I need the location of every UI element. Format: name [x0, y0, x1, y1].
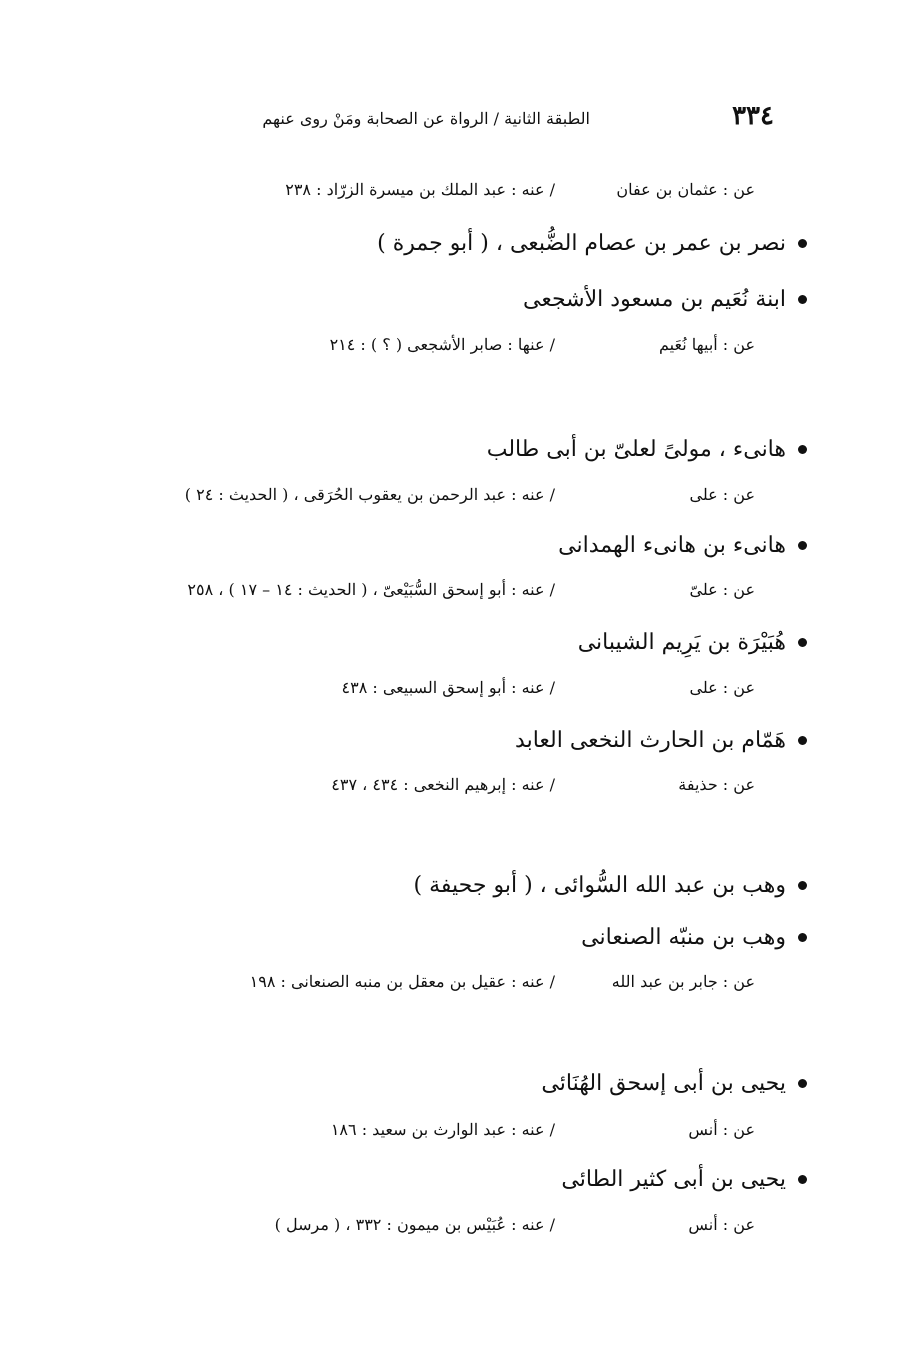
to-text: / عنه : عبد الملك بن ميسرة الزرّاد : ٢٣٨	[285, 180, 555, 199]
narrator-name: هانىء ، مولىً لعلىّ بن أبى طالب	[486, 437, 786, 462]
narrator-entry	[578, 630, 807, 655]
narrator-name: يحيى بن أبى إسحق الهُنَائى	[541, 1071, 786, 1096]
narrator-entry	[377, 231, 807, 256]
from-text: عن : أنس	[688, 1215, 755, 1234]
to-text: / عنه : عبد الوارث بن سعيد : ١٨٦	[330, 1120, 555, 1139]
narrator-entry	[515, 728, 807, 753]
bullet-icon	[798, 736, 807, 745]
narrator-entry	[558, 533, 807, 558]
to-text: / عنه : عبد الرحمن بن يعقوب الحُرَقى ، ( الحديث : ٢٤ )	[184, 485, 555, 504]
bullet-icon	[798, 541, 807, 550]
narrator-entry	[541, 1071, 807, 1096]
narrator-name: وهب بن منبّه الصنعانى	[581, 925, 786, 950]
bullet-icon	[798, 239, 807, 248]
bullet-icon	[798, 933, 807, 942]
to-text: / عنه : عقيل بن معقل بن منبه الصنعانى : ١٩٨	[249, 972, 555, 991]
to-text: / عنها : صابر الأشجعى ( ؟ ) : ٢١٤	[329, 335, 555, 354]
narrator-name: يحيى بن أبى كثير الطائى	[561, 1167, 786, 1192]
bullet-icon	[798, 445, 807, 454]
narrator-entry	[487, 437, 807, 462]
page-number: ٣٣٤	[732, 101, 774, 131]
narrator-entry	[581, 925, 807, 950]
narrator-name: نصر بن عمر بن عصام الضُّبعى ، ( أبو جمرة )	[377, 231, 786, 256]
from-text: عن : على	[689, 678, 755, 697]
bullet-icon	[798, 295, 807, 304]
to-text: / عنه : أبو إسحق السُّبَيْعىّ ، ( الحديث : ١٤ – ١٧ ) ، ٢٥٨	[187, 580, 555, 599]
narrator-entry	[523, 287, 807, 312]
to-text: / عنه : إبرهيم النخعى : ٤٣٤ ، ٤٣٧	[331, 775, 555, 794]
narrator-entry	[561, 1167, 807, 1192]
bullet-icon	[798, 1175, 807, 1184]
from-text: عن : على	[689, 485, 755, 504]
from-text: عن : حذيفة	[678, 775, 755, 794]
running-header: الطبقة الثانية / الرواة عن الصحابة ومَنْ روى عنهم	[262, 109, 590, 128]
from-text: عن : أنس	[688, 1120, 755, 1139]
narrator-name: هُبَيْرَة بن يَرِيم الشيبانى	[577, 630, 786, 655]
bullet-icon	[798, 881, 807, 890]
bullet-icon	[798, 638, 807, 647]
to-text: / عنه : عُبَيْس بن ميمون : ٣٣٢ ، ( مرسل )	[274, 1215, 555, 1234]
bullet-icon	[798, 1079, 807, 1088]
narrator-name: هَمّام بن الحارث النخعى العابد	[515, 728, 786, 753]
narrator-name: ابنة نُعَيم بن مسعود الأشجعى	[523, 287, 786, 312]
narrator-name: وهب بن عبد الله السُّوائى ، ( أبو جحيفة )	[413, 873, 786, 898]
from-text: عن : أبيها نُعَيم	[659, 335, 755, 354]
from-text: عن : عثمان بن عفان	[616, 180, 755, 199]
to-text: / عنه : أبو إسحق السبيعى : ٤٣٨	[341, 678, 555, 697]
from-text: عن : علىّ	[689, 580, 755, 599]
from-text: عن : جابر بن عبد الله	[611, 972, 755, 991]
narrator-entry	[414, 873, 807, 898]
narrator-name: هانىء بن هانىء الهمدانى	[558, 533, 786, 558]
